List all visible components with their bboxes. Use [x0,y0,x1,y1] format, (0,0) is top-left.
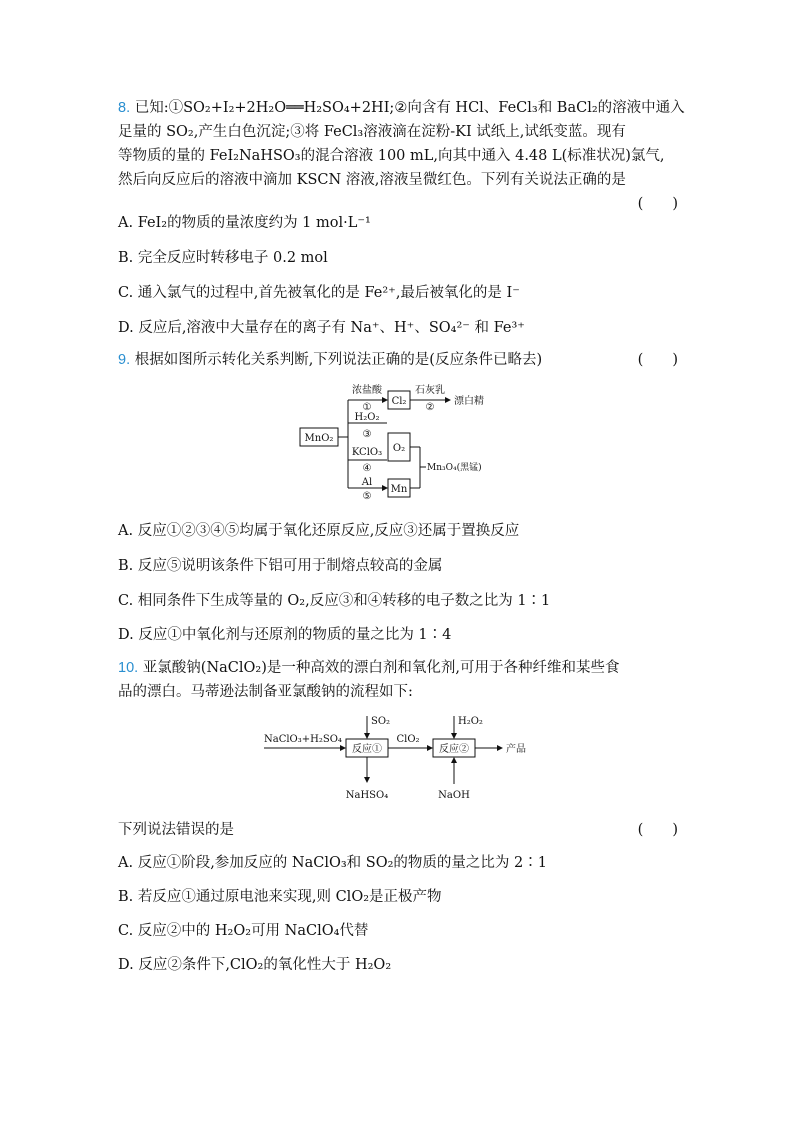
q9-option-d: D. 反应①中氧化剂与还原剂的物质的量之比为 1∶4 [118,627,452,643]
q10-question-row [118,818,678,842]
question-number: 9. [118,352,131,368]
reagent-lime: 石灰乳 [415,385,445,396]
q8-line-4: 然后向反应后的溶液中滴加 KSCN 溶液,溶液呈微红色。下列有关说法正确的是 [118,172,626,188]
naoh-label: NaOH [438,790,470,801]
step-3: ③ [362,429,372,440]
q10-line-1 [118,656,678,680]
feed-label: NaClO₃+H₂SO₄ [264,734,342,745]
question-9-stem [118,348,678,372]
o2-label: O₂ [392,443,406,454]
reagent-kclo3: KClO₃ [351,447,383,458]
q10-question-line [118,818,678,842]
h2o2-label: H₂O₂ [458,716,483,727]
reaction-2-label: 反应② [439,744,469,755]
answer-blank: ( ) [637,196,678,212]
q8-option-d: D. 反应后,溶液中大量存在的离子有 Na⁺、H⁺、SO₄²⁻ 和 Fe³⁺ [118,320,525,336]
nahso4-label: NaHSO₄ [345,790,389,801]
q9-option-b: B. 反应⑤说明该条件下铝可用于制熔点较高的金属 [118,558,443,574]
q8-line-2: 足量的 SO₂,产生白色沉淀;③将 FeCl₃溶液滴在淀粉-KI 试纸上,试纸变蓝。现有 [118,124,626,140]
cl2-label: Cl₂ [391,396,407,407]
step-2: ② [425,402,435,413]
q8-option-a: A. FeI₂的物质的量浓度约为 1 mol·L⁻¹ [118,215,371,231]
q10-line-2: 品的漂白。马蒂逊法制备亚氯酸钠的流程如下: [118,684,413,700]
question-10-stem [118,656,678,704]
q8-option-b: B. 完全反应时转移电子 0.2 mol [118,250,328,266]
step-1: ① [362,402,372,413]
question-number: 10. [118,660,139,676]
q10-question-text: 下列说法错误的是 [118,822,234,838]
mno2-transformation-diagram [298,378,498,502]
q8-option-c: C. 通入氯气的过程中,首先被氧化的是 Fe²⁺,最后被氧化的是 I⁻ [118,285,520,301]
step-5: ⑤ [362,491,372,502]
q9-stem-text: 根据如图所示转化关系判断,下列说法正确的是(反应条件已略去) [134,352,543,368]
reagent-h2o2: H₂O₂ [354,412,380,423]
so2-label: SO₂ [371,716,391,727]
q9-option-c: C. 相同条件下生成等量的 O₂,反应③和④转移的电子数之比为 1∶1 [118,593,551,609]
naclo2-flow-diagram [262,712,542,804]
q9-option-a: A. 反应①②③④⑤均属于氧化还原反应,反应③还属于置换反应 [118,523,520,539]
q10-stem-text-1: 亚氯酸钠(NaClO₂)是一种高效的漂白剂和氧化剂,可用于各种纤维和某些食 [142,660,620,676]
q10-option-d: D. 反应②条件下,ClO₂的氧化性大于 H₂O₂ [118,957,392,973]
q8-line-3: 等物质的量的 FeI₂NaHSO₃的混合溶液 100 mL,向其中通入 4.48 L(标准状况)氯气, [118,148,665,164]
mno2-label: MnO₂ [304,433,334,444]
reagent-conc-hcl: 浓盐酸 [352,385,382,396]
product-label: 产品 [506,744,526,755]
q10-option-b: B. 若反应①通过原电池来实现,则 ClO₂是正极产物 [118,889,442,905]
answer-blank: ( ) [637,822,678,838]
q10-option-c: C. 反应②中的 H₂O₂可用 NaClO₄代替 [118,923,369,939]
q8-stem-text-1: 已知:①SO₂+I₂+2H₂O══H₂SO₄+2HI;②向含有 HCl、FeCl₃和 BaCl₂的溶液中通入 [134,100,685,116]
question-number: 8. [118,100,131,116]
q8-line-1 [118,96,685,120]
q10-option-a: A. 反应①阶段,参加反应的 NaClO₃和 SO₂的物质的量之比为 2∶1 [118,855,547,871]
clo2-label: ClO₂ [396,734,420,745]
reaction-1-label: 反应① [352,744,382,755]
mn-label: Mn [390,484,408,495]
step-4: ④ [362,463,372,474]
reagent-al: Al [361,477,373,488]
answer-blank: ( ) [637,352,678,368]
mn3o4-label: Mn₃O₄(黑锰) [427,463,482,473]
question-8-stem [118,96,685,216]
q9-line-1 [118,348,678,372]
bleach-label: 漂白精 [454,396,484,407]
